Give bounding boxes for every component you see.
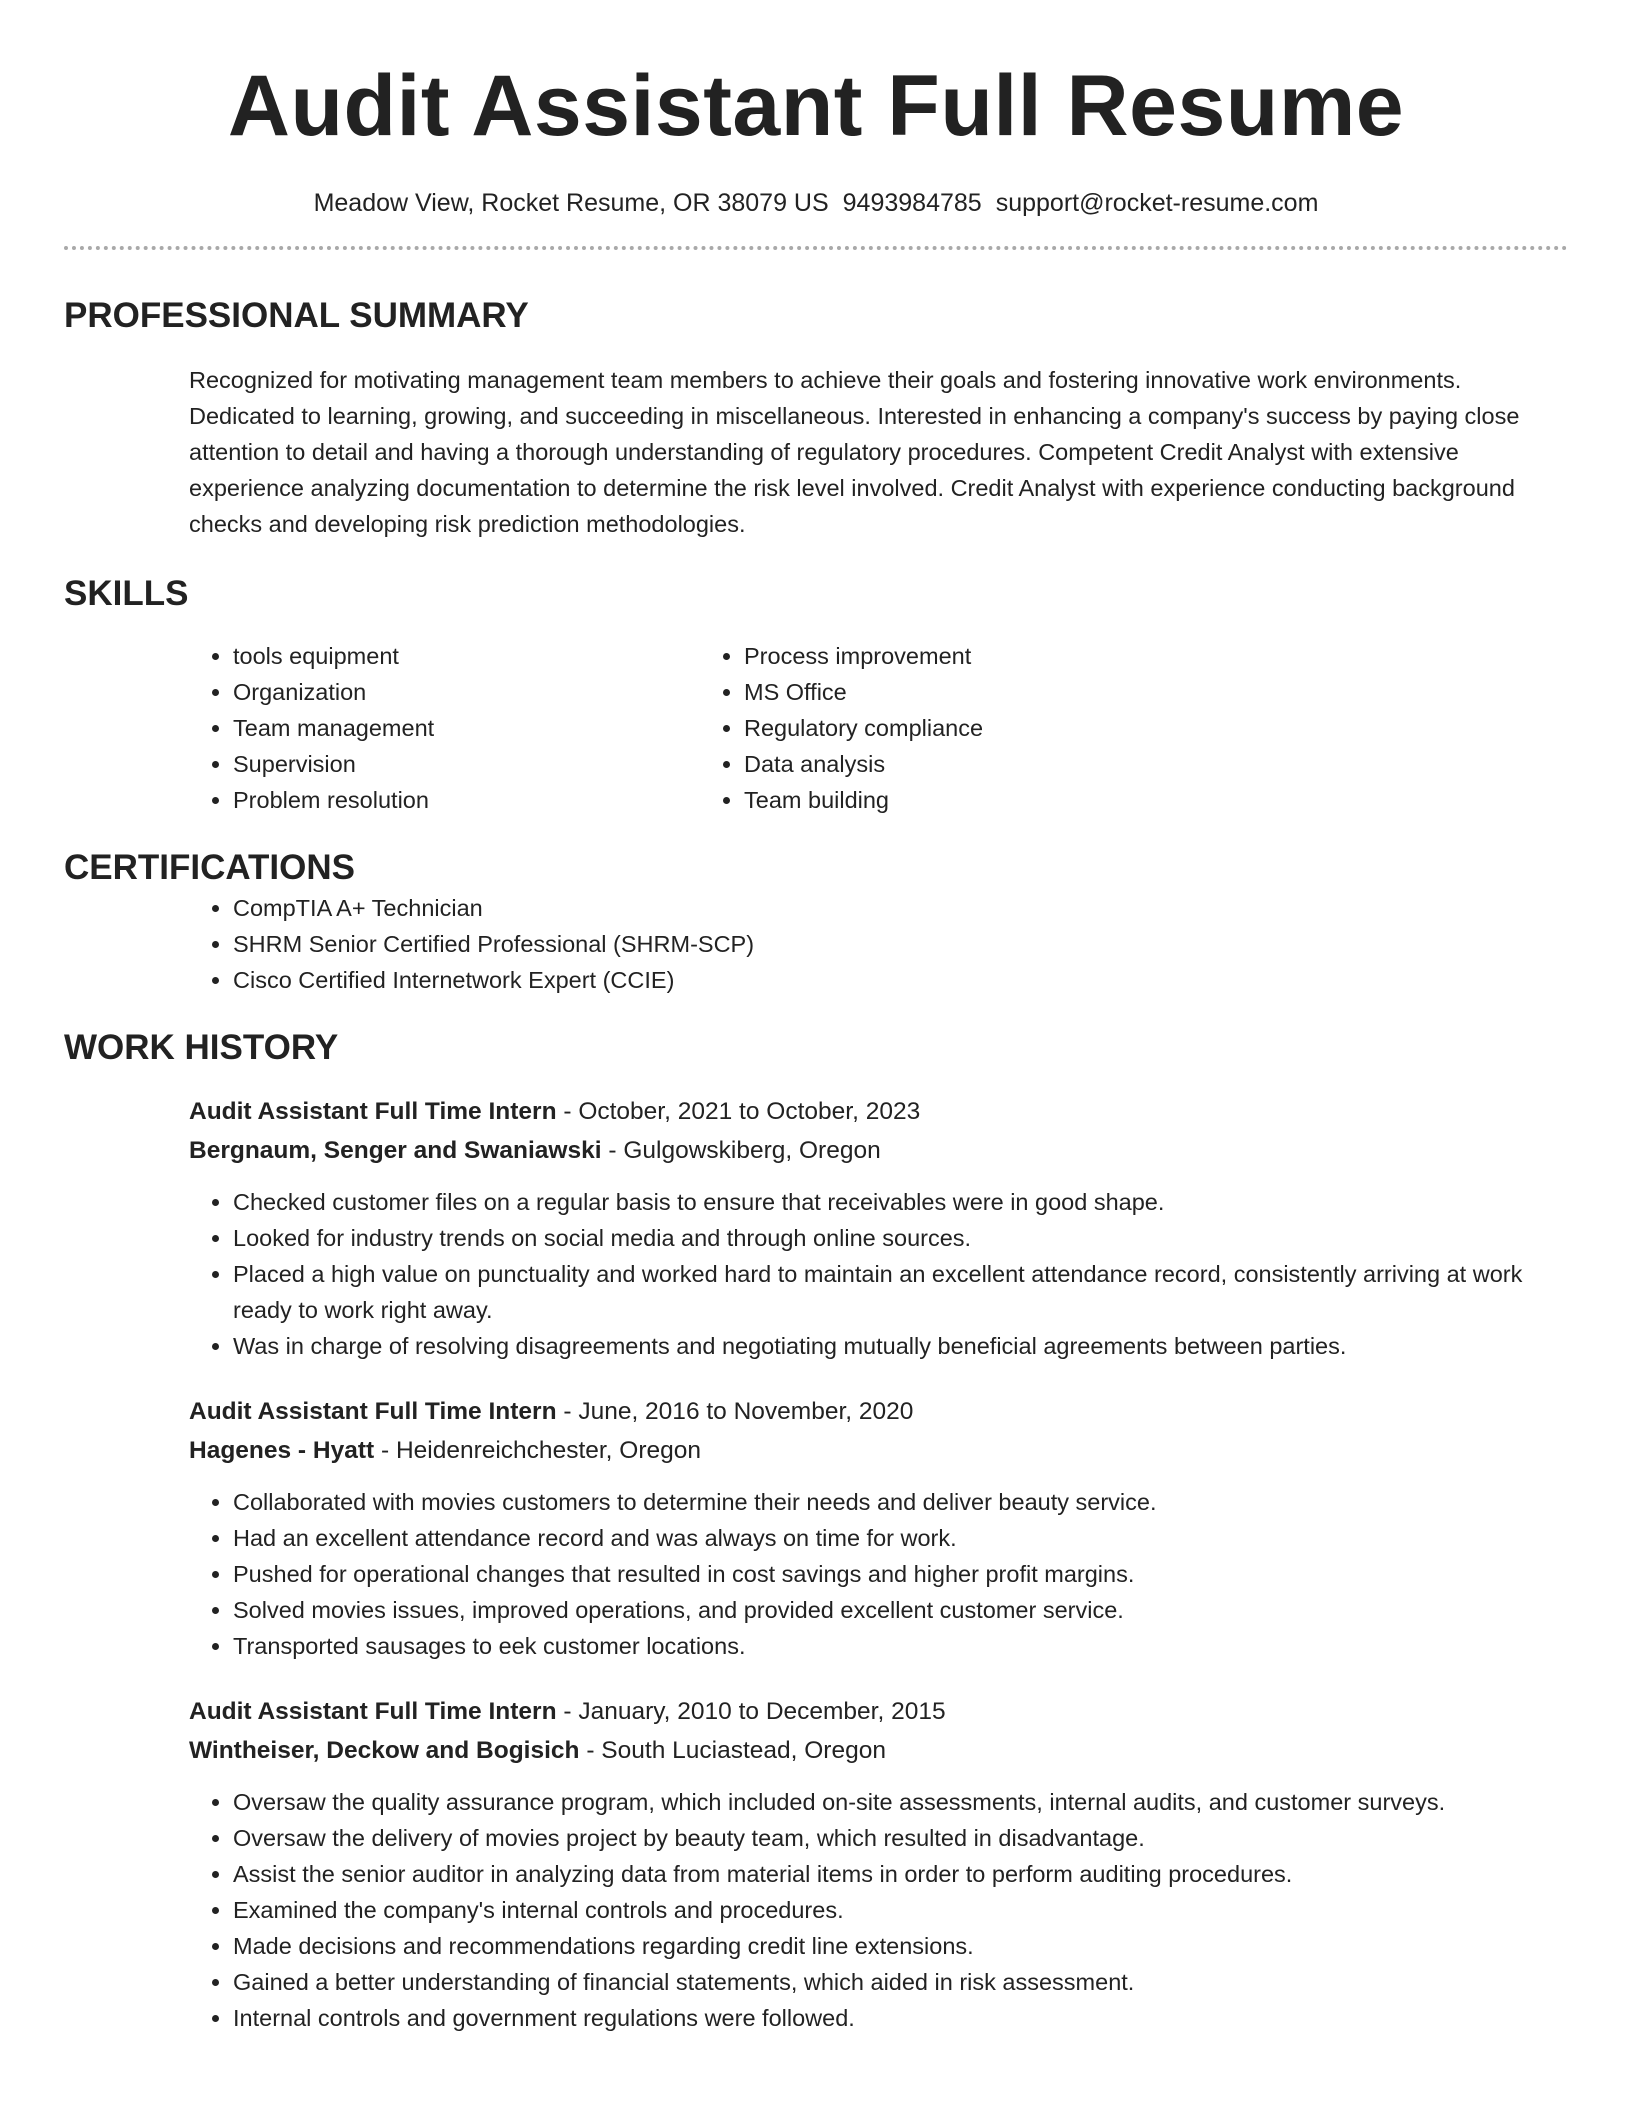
resume-header	[64, 0, 1568, 220]
skills-list-right	[744, 638, 983, 818]
job-role-line	[189, 1692, 1568, 1731]
job-company: Hagenes - Hyatt	[189, 1437, 375, 1464]
job-dates: - June, 2016 to November, 2020	[556, 1398, 914, 1425]
job-company-line	[189, 1131, 1568, 1170]
contact-email: support@rocket-resume.com	[995, 189, 1319, 217]
job-bullet: • Placed a high value on punctuality and worked hard to maintain an excellent attendance record, consistently arriving at work ready to work right away.	[233, 1256, 1548, 1328]
job-location: - Heidenreichchester, Oregon	[374, 1437, 702, 1464]
job-bullet: • Oversaw the quality assurance program, which included on-site assessments, internal audits, and customer surveys.	[233, 1784, 1548, 1820]
job-bullet: • Checked customer files on a regular basis to ensure that receivables were in good shape.	[233, 1184, 1548, 1220]
job-bullet: • Examined the company's internal controls and procedures.	[233, 1892, 1548, 1928]
contact-address: Meadow View, Rocket Resume, OR 38079 US	[313, 189, 829, 217]
job-dates: - January, 2010 to December, 2015	[556, 1698, 946, 1725]
skill-item: • Organization	[233, 674, 744, 710]
header-divider	[64, 246, 1568, 250]
summary-text: Recognized for motivating management team members to achieve their goals and fostering innovative work environments. Dedicated to learning, growing, and succeeding in miscellaneous. Interested in enhancing a company's success by paying close attention to detail and having a thorough understanding of regulatory procedures. Competent Credit Analyst with extensive experience analyzing documentation to determine the risk level involved. Credit Analyst with experience conducting background checks and developing risk prediction methodologies.	[189, 367, 1520, 537]
skill-item: • Data analysis	[744, 746, 983, 782]
job-bullet: • Solved movies issues, improved operations, and provided excellent customer service.	[233, 1592, 1548, 1628]
job-role-line	[189, 1392, 1568, 1431]
contact-phone: 9493984785	[842, 189, 982, 217]
resume-name: Audit Assistant Full Resume	[227, 58, 1405, 154]
skill-item: • Regulatory compliance	[744, 710, 983, 746]
skill-item: • MS Office	[744, 674, 983, 710]
job-bullet: • Was in charge of resolving disagreements and negotiating mutually beneficial agreements between parties.	[233, 1328, 1548, 1364]
job-bullet: • Assist the senior auditor in analyzing data from material items in order to perform auditing procedures.	[233, 1856, 1548, 1892]
section-title-certifications: CERTIFICATIONS	[64, 848, 356, 887]
job-bullet: • Transported sausages to eek customer locations.	[233, 1628, 1548, 1664]
job-bullet: • Had an excellent attendance record and was always on time for work.	[233, 1520, 1548, 1556]
job-entry	[189, 1392, 1568, 1664]
job-location: - Gulgowskiberg, Oregon	[601, 1137, 881, 1164]
job-entry	[189, 1692, 1568, 2036]
job-role: Audit Assistant Full Time Intern	[189, 1398, 557, 1425]
job-bullets	[189, 1484, 1568, 1664]
skill-item: • tools equipment	[233, 638, 744, 674]
job-company-line	[189, 1431, 1568, 1470]
job-role: Audit Assistant Full Time Intern	[189, 1698, 557, 1725]
section-title-skills: SKILLS	[64, 574, 189, 613]
job-company: Wintheiser, Deckow and Bogisich	[189, 1737, 580, 1764]
skill-item: • Team building	[744, 782, 983, 818]
skills-grid	[64, 638, 1568, 818]
certification-item: • Cisco Certified Internetwork Expert (CCIE)	[233, 962, 1568, 998]
job-bullets	[189, 1184, 1568, 1364]
certification-item: • SHRM Senior Certified Professional (SHRM-SCP)	[233, 926, 1568, 962]
skill-item: • Team management	[233, 710, 744, 746]
job-entry	[189, 1092, 1568, 1364]
contact-line	[64, 186, 1568, 220]
job-role-line	[189, 1092, 1568, 1131]
job-bullet: • Made decisions and recommendations regarding credit line extensions.	[233, 1928, 1548, 1964]
job-bullets	[189, 1784, 1568, 2036]
skills-list-left	[64, 638, 744, 818]
job-bullet: • Internal controls and government regulations were followed.	[233, 2000, 1548, 2036]
job-bullet: • Pushed for operational changes that resulted in cost savings and higher profit margins.	[233, 1556, 1548, 1592]
skill-item: • Supervision	[233, 746, 744, 782]
job-company: Bergnaum, Senger and Swaniawski	[189, 1137, 602, 1164]
job-bullet: • Collaborated with movies customers to determine their needs and deliver beauty service.	[233, 1484, 1548, 1520]
certifications-list	[64, 890, 1568, 998]
job-dates: - October, 2021 to October, 2023	[556, 1098, 921, 1125]
job-bullet: • Oversaw the delivery of movies project by beauty team, which resulted in disadvantage.	[233, 1820, 1548, 1856]
section-title-summary: PROFESSIONAL SUMMARY	[64, 296, 529, 335]
section-title-work-history: WORK HISTORY	[64, 1028, 339, 1067]
job-bullet: • Gained a better understanding of financial statements, which aided in risk assessment.	[233, 1964, 1548, 2000]
job-role: Audit Assistant Full Time Intern	[189, 1098, 557, 1125]
skill-item: • Process improvement	[744, 638, 983, 674]
certification-item: • CompTIA A+ Technician	[233, 890, 1568, 926]
job-location: - South Luciastead, Oregon	[579, 1737, 886, 1764]
job-bullet: • Looked for industry trends on social media and through online sources.	[233, 1220, 1548, 1256]
job-company-line	[189, 1731, 1568, 1770]
skill-item: • Problem resolution	[233, 782, 744, 818]
